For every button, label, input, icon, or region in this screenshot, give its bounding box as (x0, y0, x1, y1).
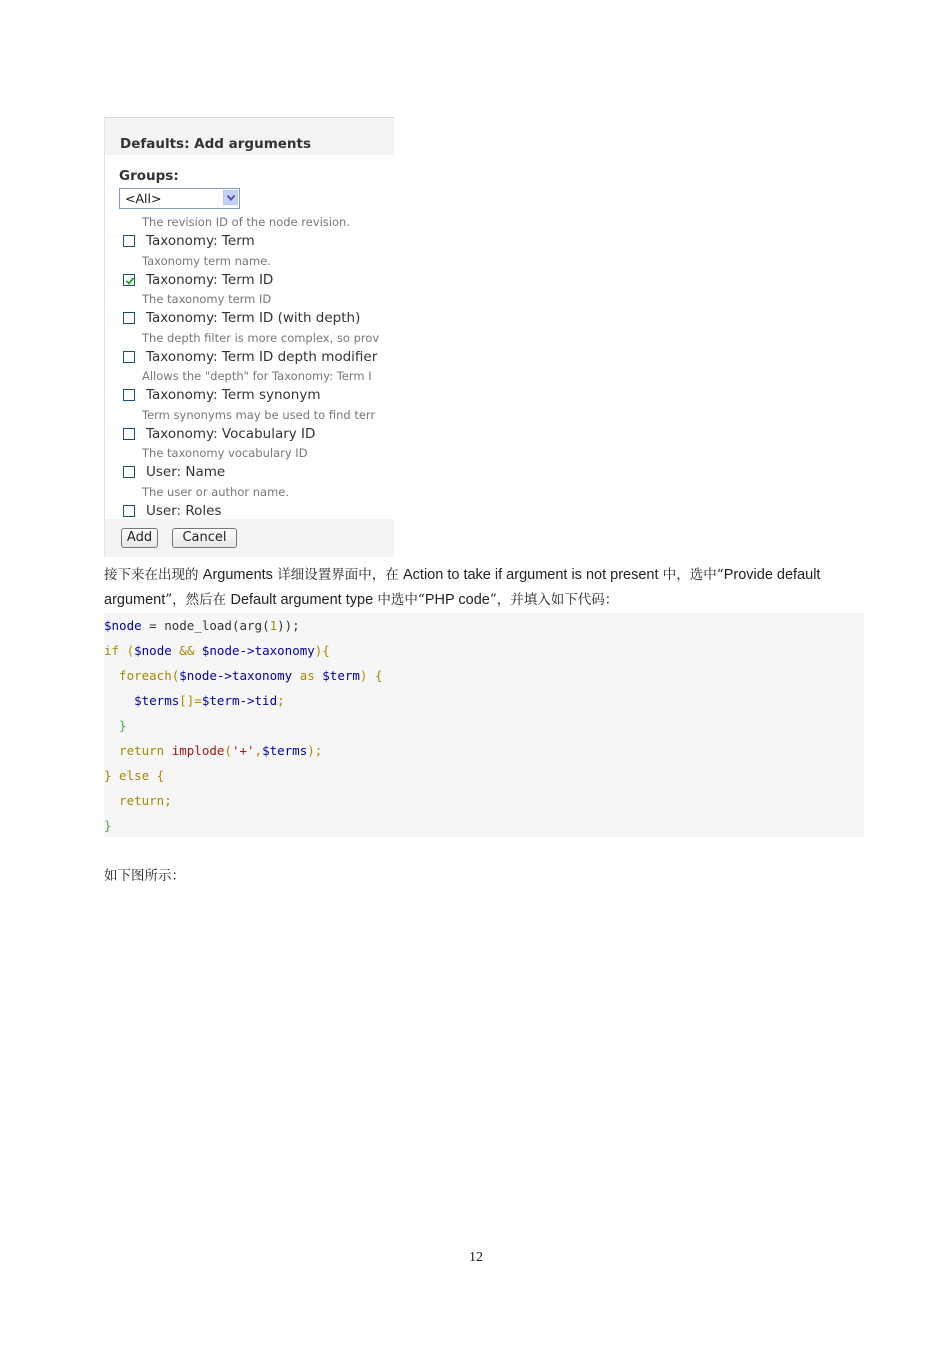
code-token: } (104, 818, 112, 833)
code-token: } (104, 718, 127, 733)
code-token: $term (201, 693, 240, 708)
code-token: return (104, 743, 172, 758)
code-token: $node (134, 643, 172, 658)
code-token: ->taxonomy (216, 668, 293, 683)
code-token: , (254, 743, 263, 758)
text-run: 中，选中“ (658, 567, 724, 583)
code-token: ; (277, 693, 285, 708)
code-token: ->taxonomy (239, 643, 315, 658)
add-button[interactable]: Add (121, 528, 158, 548)
code-token: $node (201, 643, 240, 658)
checkmark-icon (125, 276, 135, 286)
code-token: as (292, 668, 323, 683)
checkbox[interactable] (123, 235, 135, 247)
code-token: arg (239, 618, 263, 633)
text-run: 中选中“ (373, 592, 425, 608)
code-token: $term (322, 668, 360, 683)
code-token: ( (262, 618, 270, 633)
checkbox-checked[interactable] (123, 274, 135, 286)
option-description: Term synonyms may be used to find terr (142, 408, 376, 422)
code-line (104, 638, 330, 663)
code-token: ); (307, 743, 323, 758)
option-label: Taxonomy: Term synonym (146, 387, 321, 403)
option-label: Taxonomy: Term ID depth modifier (146, 349, 378, 365)
option-description: The depth filter is more complex, so prov (142, 331, 380, 345)
code-line (104, 713, 127, 738)
page-number: 12 (469, 1250, 483, 1265)
add-arguments-screenshot (104, 117, 394, 557)
code-token: )); (277, 618, 300, 633)
option-description: The taxonomy vocabulary ID (142, 446, 308, 460)
option-label: Taxonomy: Vocabulary ID (146, 426, 316, 442)
cancel-button[interactable]: Cancel (172, 528, 237, 548)
figure-caption: 如下图所示： (104, 868, 185, 884)
checkbox[interactable] (123, 312, 135, 324)
code-token: $node (179, 668, 217, 683)
code-token: && (171, 643, 202, 658)
option-label: User: Name (146, 464, 226, 480)
text-run: ”，并填入如下代码： (489, 592, 619, 608)
code-token: []= (179, 693, 202, 708)
option-description: The revision ID of the node revision. (142, 215, 351, 229)
dialog-header (105, 118, 394, 155)
option-label: Taxonomy: Term ID (with depth) (146, 310, 361, 326)
option-label: User: Roles (146, 503, 222, 519)
code-token: $terms (104, 693, 180, 708)
code-token: if (104, 643, 120, 658)
option-description: Allows the "depth" for Taxonomy: Term I (142, 369, 372, 383)
code-token: $node (104, 618, 142, 633)
checkbox[interactable] (123, 428, 135, 440)
groups-label: Groups: (119, 168, 179, 184)
checkbox[interactable] (123, 505, 135, 517)
text-run: 详细设置界面中，在 (272, 567, 404, 583)
option-description: The user or author name. (142, 485, 290, 499)
code-token: ( (231, 618, 240, 633)
text-run: Arguments (202, 567, 273, 583)
text-run: 接下来在出现的 (104, 567, 203, 583)
code-token: ->tid (239, 693, 278, 708)
code-line (104, 613, 300, 638)
dialog-footer (105, 519, 394, 557)
code-token: 1 (269, 618, 278, 633)
chevron-down-icon[interactable] (223, 190, 238, 205)
argument-options-list[interactable] (105, 215, 394, 519)
code-token: } else { (104, 768, 165, 783)
code-token: foreach (104, 668, 172, 683)
code-token: ){ (314, 643, 330, 658)
php-code-block (104, 613, 864, 837)
option-description: Taxonomy term name. (142, 254, 271, 268)
groups-select-value: <All> (125, 191, 162, 206)
code-line (104, 738, 322, 763)
checkbox[interactable] (123, 466, 135, 478)
groups-select[interactable] (119, 188, 240, 209)
code-token: ) { (359, 668, 383, 683)
option-label: Taxonomy: Term ID (146, 272, 274, 288)
text-run: Default argument type (230, 592, 374, 608)
instruction-paragraph (104, 563, 864, 613)
code-line (104, 663, 383, 688)
dialog-title: Defaults: Add arguments (120, 136, 312, 152)
option-label: Taxonomy: Term (146, 233, 255, 249)
code-token: ( (119, 643, 135, 658)
code-line (104, 813, 112, 838)
text-run: Provide default argument (104, 567, 821, 608)
code-token: '+' (231, 743, 255, 758)
code-token: ( (171, 668, 180, 683)
code-token: ( (224, 743, 232, 758)
code-token: return; (104, 793, 172, 808)
text-run: PHP code (424, 592, 490, 608)
checkbox[interactable] (123, 351, 135, 363)
text-run: ”，然后在 (165, 592, 231, 608)
checkbox[interactable] (123, 389, 135, 401)
code-token: implode (171, 743, 225, 758)
code-line (104, 688, 285, 713)
option-description: The taxonomy term ID (142, 292, 272, 306)
code-line (104, 763, 164, 788)
code-line (104, 788, 172, 813)
code-token: = (141, 618, 165, 633)
text-run: Action to take if argument is not present (403, 567, 659, 583)
code-token: node_load (164, 618, 232, 633)
code-token: $terms (262, 743, 308, 758)
